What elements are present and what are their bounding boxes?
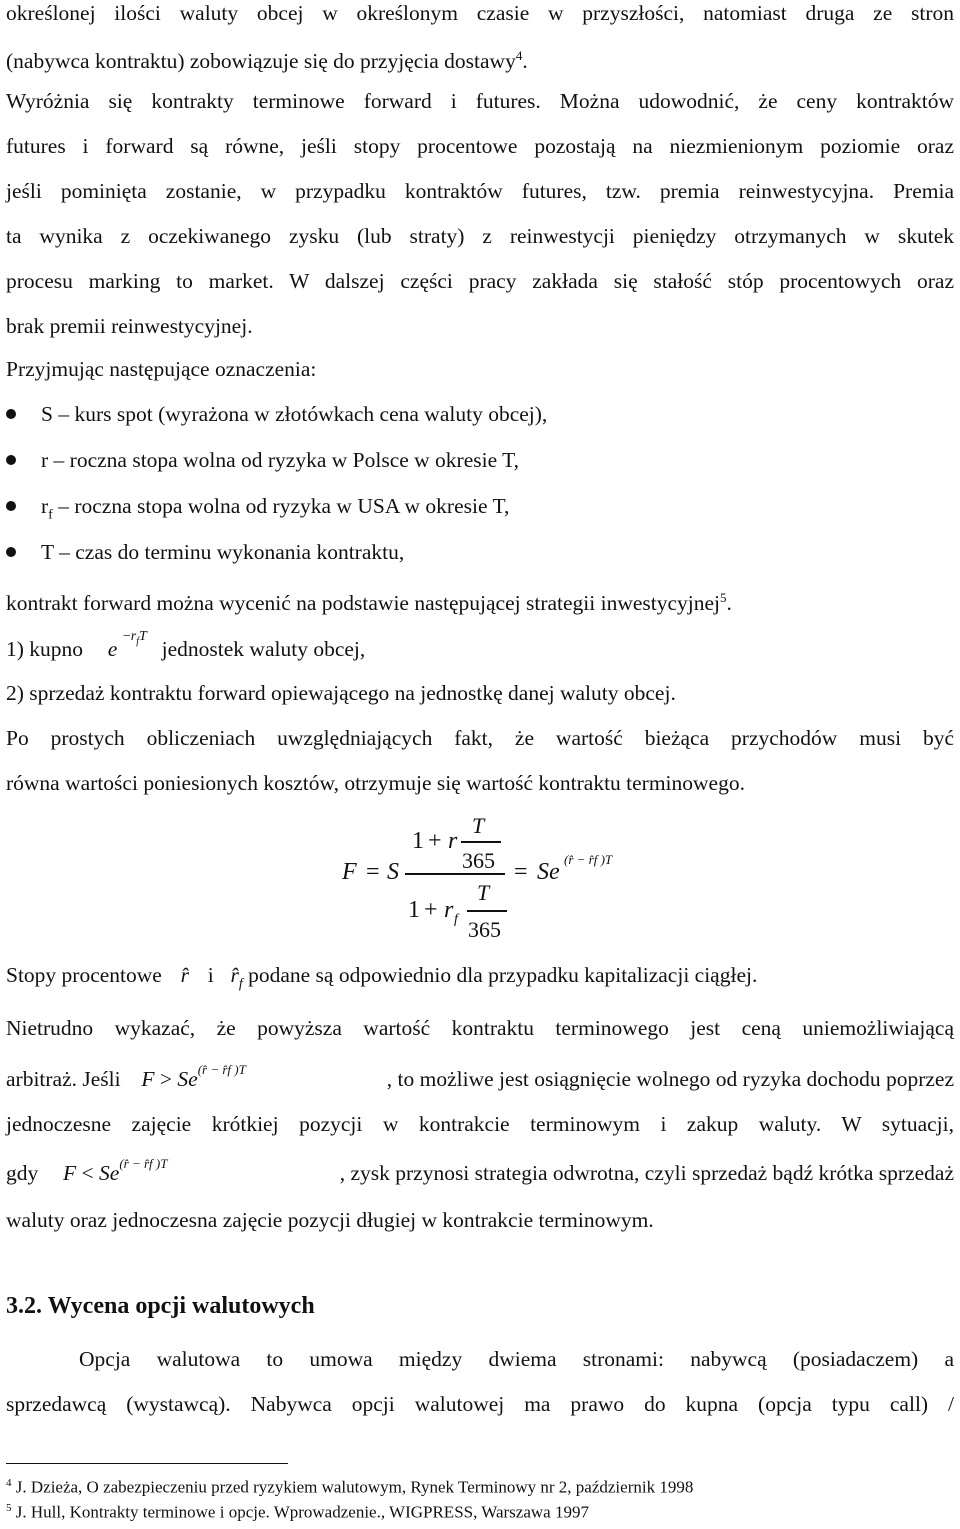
text-line: określonej ilości waluty obcej w określonym czasie w przyszłości, natomiast druga ze stron bbox=[6, 1, 954, 25]
text-line bbox=[6, 585, 954, 616]
math-F: F bbox=[63, 1161, 77, 1185]
math-sub-f: f bbox=[454, 912, 458, 927]
bullet-icon bbox=[6, 409, 16, 419]
math-r: r bbox=[130, 629, 137, 644]
text-line: Opcja walutowa to umowa między dwiema stronami: nabywcą (posiadaczem) a bbox=[79, 1347, 954, 1371]
footnote-number: 5 bbox=[6, 1502, 12, 1514]
text-line: ta wynika z oczekiwanego zysku (lub straty) z reinwestycji pieniędzy otrzymanych w skutek bbox=[6, 224, 954, 248]
text-line bbox=[6, 43, 954, 74]
math-exponent: (r̂ − r̂f )T bbox=[564, 852, 613, 867]
footnote-ref: 5 bbox=[720, 590, 727, 605]
math-lt: < bbox=[81, 1161, 94, 1185]
text-line: Przyjmując następujące oznaczenia: bbox=[6, 357, 317, 381]
math-Se: Se bbox=[537, 859, 560, 885]
text-fragment: , to możliwe jest osiągnięcie wolnego od ryzyka dochodu poprzez bbox=[386, 1067, 954, 1091]
math-F: F bbox=[141, 1067, 155, 1091]
text-fragment: jednostek waluty obcej, bbox=[161, 637, 366, 661]
text-fragment: arbitraż. Jeśli bbox=[6, 1067, 121, 1091]
period: . bbox=[726, 591, 732, 616]
math-exponent: (r̂ − r̂f )T bbox=[119, 1156, 168, 1171]
math-r: r bbox=[444, 897, 454, 923]
math-rhat: r̂ bbox=[230, 963, 239, 987]
footnote-divider bbox=[6, 1463, 288, 1464]
text-line: sprzedawcą (wystawcą). Nabywca opcji walutowej ma prawo do kupna (opcja typu call) / bbox=[6, 1392, 954, 1416]
text-line: procesu marking to market. W dalszej części pracy zakłada się stałość stóp procentowych oraz bbox=[6, 269, 954, 293]
math-F: F bbox=[342, 859, 357, 885]
text-fragment: podane są odpowiednio dla przypadku kapitalizacji ciągłej. bbox=[248, 963, 758, 987]
math-e: e bbox=[107, 637, 118, 661]
math-Se: Se bbox=[177, 1067, 198, 1091]
text-line: jednoczesne zajęcie krótkiej pozycji w kontrakcie terminowym i zakup waluty. W sytuacji, bbox=[6, 1112, 954, 1136]
footnote-ref: 4 bbox=[515, 48, 523, 63]
text-fragment: Stopy procentowe bbox=[6, 963, 162, 987]
subscript: f bbox=[48, 507, 53, 523]
math-365: 365 bbox=[462, 848, 495, 873]
bullet-item: S – kurs spot (wyrażona w złotówkach cena waluty obcej), bbox=[41, 402, 548, 426]
bullet-icon bbox=[6, 455, 16, 465]
text-line: równa wartości poniesionych kosztów, otrzymuje się wartość kontraktu terminowego. bbox=[6, 771, 745, 795]
math-S: S bbox=[387, 859, 399, 885]
math-exponent: (r̂ − r̂f )T bbox=[197, 1062, 246, 1077]
text-line: Po prostych obliczeniach uwzględniających fakt, że wartość bieżąca przychodów musi być bbox=[6, 726, 954, 750]
text-line bbox=[6, 1156, 954, 1189]
fraction-line bbox=[405, 873, 505, 875]
text-line bbox=[6, 962, 954, 997]
bullet-item: r – roczna stopa wolna od ryzyka w Polsce w okresie T, bbox=[41, 448, 520, 472]
symbol: r bbox=[41, 494, 49, 518]
text-line: futures i forward są równe, jeśli stopy procentowe pozostają na niezmienionym poziomie oraz bbox=[6, 134, 954, 158]
footnote-text: J. Dzieża, O zabezpieczeniu przed ryzykiem walutowym, Rynek Terminowy nr 2, październik 1998 bbox=[15, 1477, 694, 1497]
text-fragment: 1) kupno bbox=[6, 637, 84, 661]
bullet-icon bbox=[6, 501, 16, 511]
footnote bbox=[6, 1477, 693, 1498]
fraction-line bbox=[461, 841, 501, 843]
text-fragment: i bbox=[207, 963, 214, 987]
math-365: 365 bbox=[468, 917, 501, 942]
text-fragment: (nabywca kontraktu) zobowiązuje się do przyjęcia dostawy bbox=[6, 49, 516, 74]
footnote bbox=[6, 1502, 589, 1523]
section-heading: 3.2. Wycena opcji walutowych bbox=[6, 1293, 315, 1319]
footnote-text: J. Hull, Kontrakty terminowe i opcje. Wprowadzenie., WIGPRESS, Warszawa 1997 bbox=[15, 1502, 589, 1522]
math-T: T bbox=[477, 880, 490, 905]
math-T: T bbox=[138, 629, 147, 644]
text-line: Nietrudno wykazać, że powyższa wartość kontraktu terminowego jest ceną uniemożliwiającą bbox=[6, 1016, 954, 1040]
text-line bbox=[6, 629, 954, 671]
math-equals: = bbox=[366, 859, 380, 885]
text-fragment bbox=[6, 1062, 246, 1095]
footnote-number: 4 bbox=[6, 1477, 12, 1489]
math-minus: − bbox=[122, 629, 131, 644]
math-one: 1 bbox=[412, 828, 424, 854]
text-line bbox=[6, 1062, 954, 1095]
text-fragment: kontrakt forward można wycenić na podstawie następującej strategii inwestycyjnej bbox=[6, 591, 721, 616]
math-plus: + bbox=[424, 897, 438, 923]
text-fragment: , zysk przynosi strategia odwrotna, czyli sprzedaż bądź krótka sprzedaż bbox=[339, 1161, 954, 1185]
text-fragment: – roczna stopa wolna od ryzyka w USA w okresie T, bbox=[52, 494, 510, 518]
bullet-icon bbox=[6, 547, 16, 557]
text-line: jeśli pominięta zostanie, w przypadku kontraktów futures, tzw. premia reinwestycyjna. Premia bbox=[6, 179, 954, 203]
math-sub-f: f bbox=[238, 976, 243, 992]
bullet-item: T – czas do terminu wykonania kontraktu, bbox=[41, 540, 405, 564]
math-gt: > bbox=[159, 1067, 173, 1091]
bullet-item bbox=[41, 493, 509, 528]
text-fragment bbox=[6, 1156, 168, 1189]
text-line: Wyróżnia się kontrakty terminowe forward i futures. Można udowodnić, że ceny kontraktów bbox=[6, 89, 954, 113]
math-T: T bbox=[472, 813, 485, 838]
fraction-line bbox=[467, 910, 507, 912]
math-r: r bbox=[448, 828, 458, 854]
text-fragment: gdy bbox=[6, 1161, 39, 1185]
text-line: brak premii reinwestycyjnej. bbox=[6, 314, 253, 338]
math-one: 1 bbox=[408, 897, 420, 923]
math-plus: + bbox=[428, 828, 442, 854]
math-sub-f: f bbox=[136, 635, 139, 647]
math-equals: = bbox=[514, 859, 528, 885]
math-Se: Se bbox=[99, 1161, 120, 1185]
math-rhat: r̂ bbox=[180, 963, 189, 987]
text-line: waluty oraz jednoczesna zajęcie pozycji długiej w kontrakcie terminowym. bbox=[6, 1208, 654, 1232]
text-line: 2) sprzedaż kontraktu forward opiewającego na jednostkę danej waluty obcej. bbox=[6, 681, 676, 705]
period: . bbox=[522, 49, 528, 74]
